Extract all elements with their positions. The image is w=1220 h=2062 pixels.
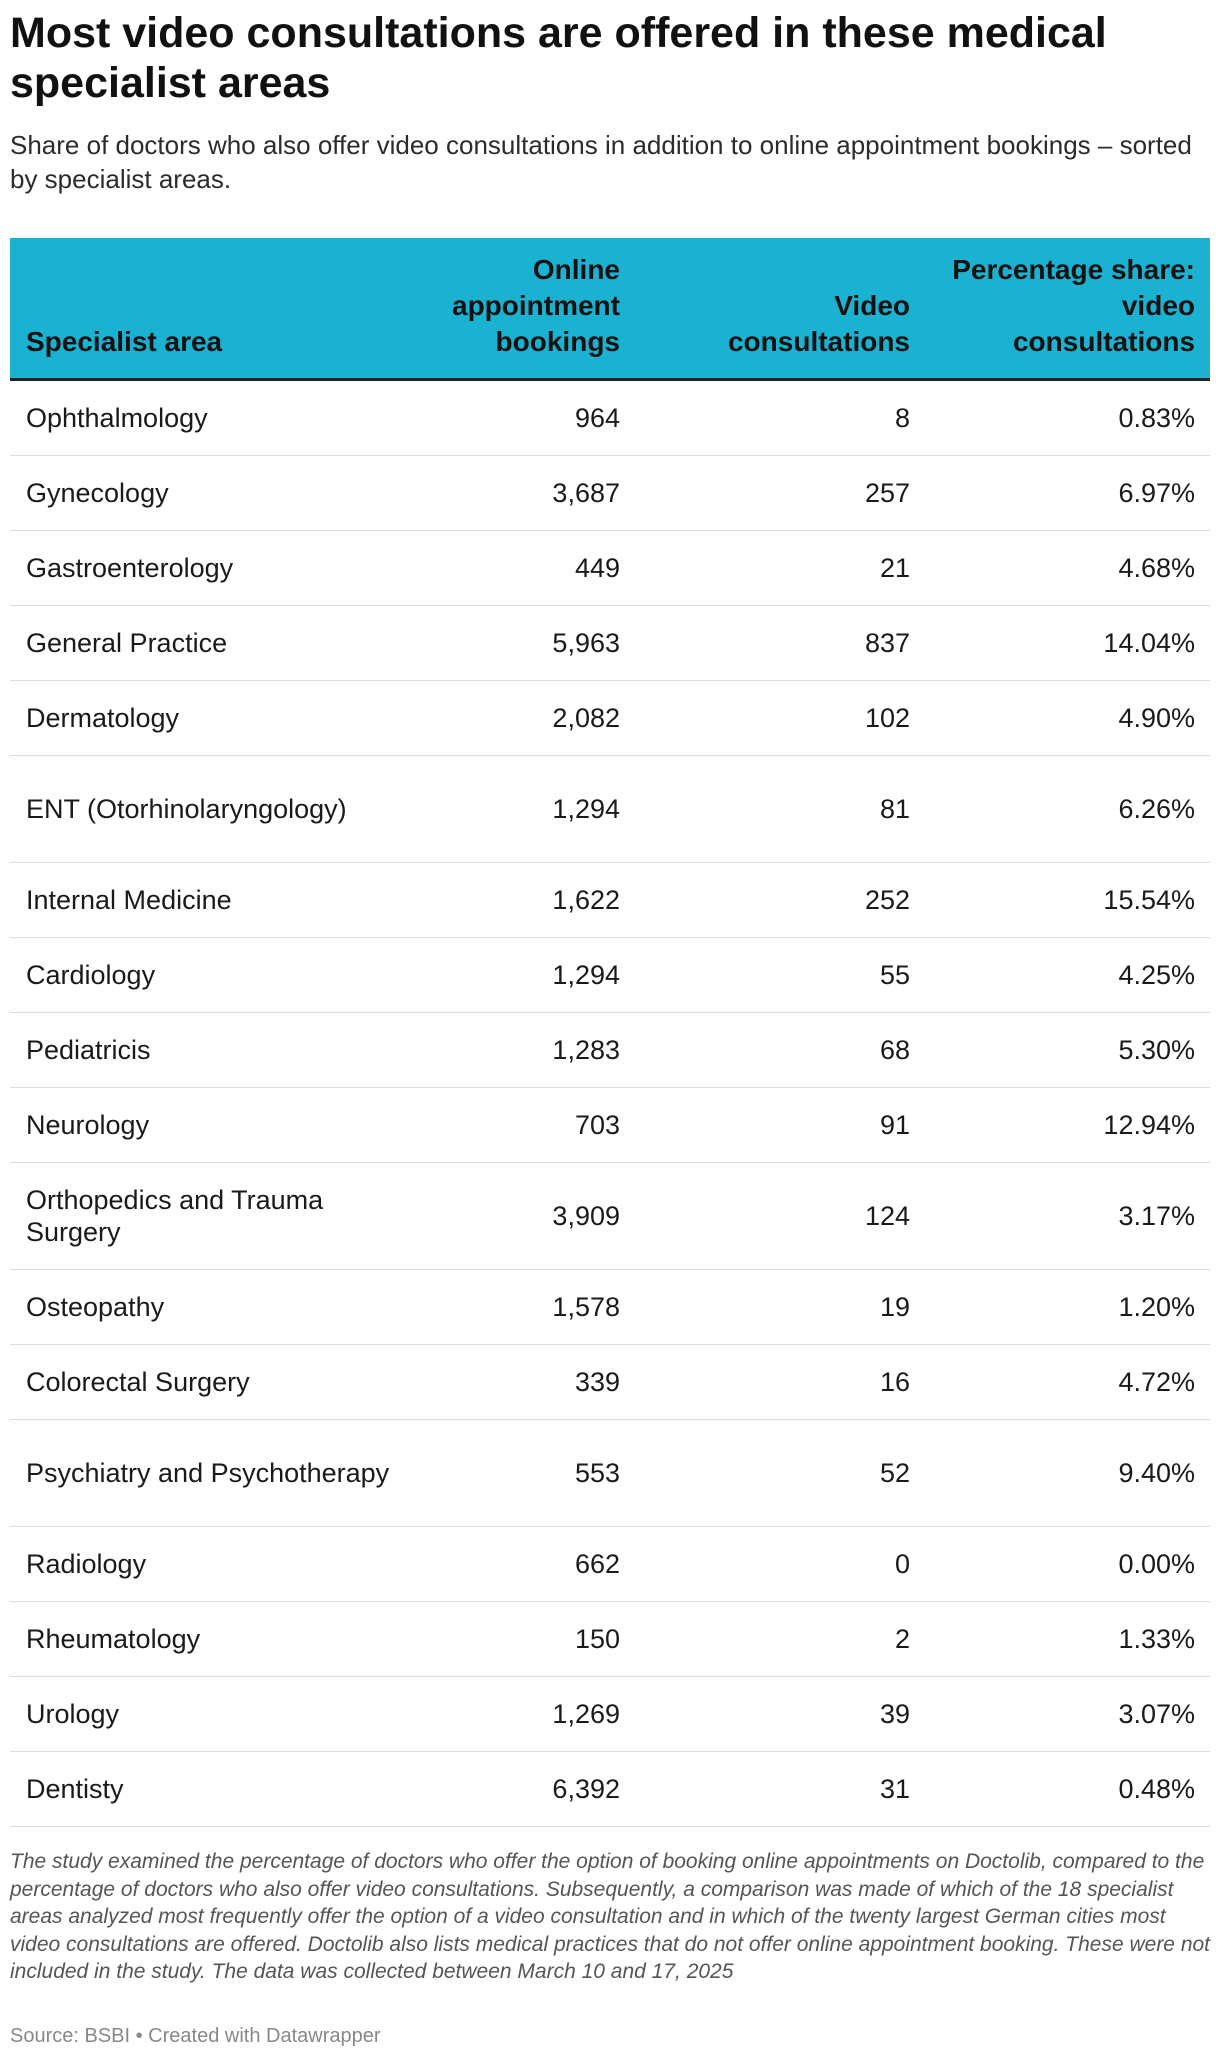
cell-online-bookings: 1,269 (552, 1699, 620, 1729)
cell-online-bookings: 1,283 (552, 1035, 620, 1065)
cell-specialist-area: General Practice (26, 628, 228, 658)
cell-specialist-area: Cardiology (26, 960, 156, 990)
cell-percentage-share: 6.26% (1118, 794, 1195, 824)
cell-online-bookings: 3,687 (552, 478, 620, 508)
cell-percentage-share: 4.90% (1118, 703, 1195, 733)
cell-online-bookings: 1,622 (552, 885, 620, 915)
cell-video-consultations: 124 (864, 1201, 910, 1231)
column-header-specialist-area: Specialist area (26, 326, 223, 357)
cell-online-bookings: 1,294 (552, 960, 620, 990)
table-row (10, 1013, 1210, 1088)
cell-percentage-share: 0.00% (1118, 1549, 1195, 1579)
cell-online-bookings: 5,963 (552, 628, 620, 658)
table-row (10, 1270, 1210, 1345)
source-line: Source: BSBI • Created with Datawrapper (10, 2025, 381, 2047)
cell-video-consultations: 91 (879, 1110, 910, 1140)
cell-percentage-share: 4.25% (1118, 960, 1195, 990)
table-row (10, 681, 1210, 756)
cell-percentage-share: 1.33% (1118, 1624, 1195, 1654)
cell-specialist-area: Rheumatology (26, 1624, 201, 1654)
cell-online-bookings: 1,578 (552, 1292, 620, 1322)
cell-specialist-area: Radiology (26, 1549, 147, 1579)
footnote: The study examined the percentage of doctors who offer the option of booking online appointments on Doctolib, compared to the percentage of doctors who also offer video consultations. Subsequently, a comparison was made of which of the 18 specialist areas analyzed most frequently offer the option of a video consultation and in which of the twenty largest German cities most video consultations are offered. Doctolib also lists medical practices that do not offer online appointment booking. These were not included in the study. The data was collected between March 10 and 17, 2025 (10, 1850, 1211, 1983)
cell-video-consultations: 68 (879, 1035, 910, 1065)
table-body (10, 381, 1210, 1827)
cell-online-bookings: 6,392 (552, 1774, 620, 1804)
cell-online-bookings: 1,294 (552, 794, 620, 824)
cell-online-bookings: 553 (574, 1458, 620, 1488)
table-row (10, 938, 1210, 1013)
table-row (10, 1677, 1210, 1752)
cell-video-consultations: 837 (864, 628, 910, 658)
cell-percentage-share: 4.72% (1118, 1367, 1195, 1397)
cell-specialist-area: Pediatricis (26, 1035, 151, 1065)
cell-video-consultations: 31 (879, 1774, 910, 1804)
table-row (10, 456, 1210, 531)
cell-percentage-share: 14.04% (1103, 628, 1195, 658)
table-row (10, 606, 1210, 681)
table-row (10, 863, 1210, 938)
table-row (10, 1527, 1210, 1602)
cell-percentage-share: 15.54% (1103, 885, 1195, 915)
table-row (10, 756, 1210, 863)
cell-percentage-share: 0.48% (1118, 1774, 1195, 1804)
cell-specialist-area: Gastroenterology (26, 553, 234, 583)
cell-specialist-area: Orthopedics and Trauma Surgery (26, 1185, 324, 1247)
cell-video-consultations: 19 (879, 1292, 910, 1322)
column-header-percentage-share: Percentage share: video consultations (952, 254, 1195, 357)
cell-online-bookings: 703 (574, 1110, 620, 1140)
cell-online-bookings: 964 (574, 403, 620, 433)
column-header-video-consultations: Video consultations (727, 290, 910, 357)
cell-specialist-area: Gynecology (26, 478, 169, 508)
cell-specialist-area: Osteopathy (26, 1292, 165, 1322)
cell-online-bookings: 339 (574, 1367, 620, 1397)
cell-percentage-share: 0.83% (1118, 403, 1195, 433)
cell-video-consultations: 0 (894, 1549, 910, 1579)
cell-percentage-share: 3.17% (1118, 1201, 1195, 1231)
cell-online-bookings: 2,082 (552, 703, 620, 733)
cell-video-consultations: 257 (864, 478, 910, 508)
cell-specialist-area: Dentisty (26, 1774, 124, 1804)
table-row (10, 1345, 1210, 1420)
cell-online-bookings: 3,909 (552, 1201, 620, 1231)
cell-specialist-area: Urology (26, 1699, 120, 1729)
cell-percentage-share: 6.97% (1118, 478, 1195, 508)
cell-specialist-area: Internal Medicine (26, 885, 232, 915)
cell-percentage-share: 9.40% (1118, 1458, 1195, 1488)
table-header (10, 238, 1210, 381)
cell-percentage-share: 1.20% (1118, 1292, 1195, 1322)
cell-specialist-area: Ophthalmology (26, 403, 208, 433)
table-row (10, 1163, 1210, 1270)
cell-video-consultations: 21 (879, 553, 910, 583)
cell-video-consultations: 39 (879, 1699, 910, 1729)
table-row (10, 1752, 1210, 1827)
cell-specialist-area: Neurology (26, 1110, 150, 1140)
chart-subtitle: Share of doctors who also offer video consultations in addition to online appointment bookings – sorted by specialist areas. (10, 130, 1192, 194)
cell-percentage-share: 5.30% (1118, 1035, 1195, 1065)
table-row (10, 1602, 1210, 1677)
cell-online-bookings: 150 (574, 1624, 620, 1654)
table-row (10, 381, 1210, 456)
cell-specialist-area: ENT (Otorhinolaryngology) (26, 794, 347, 824)
cell-percentage-share: 12.94% (1103, 1110, 1195, 1140)
cell-video-consultations: 252 (864, 885, 910, 915)
cell-percentage-share: 4.68% (1118, 553, 1195, 583)
table-row (10, 531, 1210, 606)
table-row (10, 1420, 1210, 1527)
data-table (10, 238, 1210, 1827)
cell-specialist-area: Dermatology (26, 703, 180, 733)
cell-video-consultations: 2 (894, 1624, 910, 1654)
cell-video-consultations: 102 (864, 703, 910, 733)
column-header-online-bookings: Online appointment bookings (452, 254, 620, 357)
cell-video-consultations: 52 (879, 1458, 910, 1488)
cell-video-consultations: 55 (879, 960, 910, 990)
chart-title: Most video consultations are offered in these medical specialist areas (10, 9, 1107, 107)
cell-online-bookings: 662 (574, 1549, 620, 1579)
cell-percentage-share: 3.07% (1118, 1699, 1195, 1729)
cell-video-consultations: 8 (894, 403, 910, 433)
cell-online-bookings: 449 (574, 553, 620, 583)
table-row (10, 1088, 1210, 1163)
cell-video-consultations: 81 (879, 794, 910, 824)
cell-specialist-area: Psychiatry and Psychotherapy (26, 1458, 390, 1488)
cell-video-consultations: 16 (879, 1367, 910, 1397)
cell-specialist-area: Colorectal Surgery (26, 1367, 250, 1397)
